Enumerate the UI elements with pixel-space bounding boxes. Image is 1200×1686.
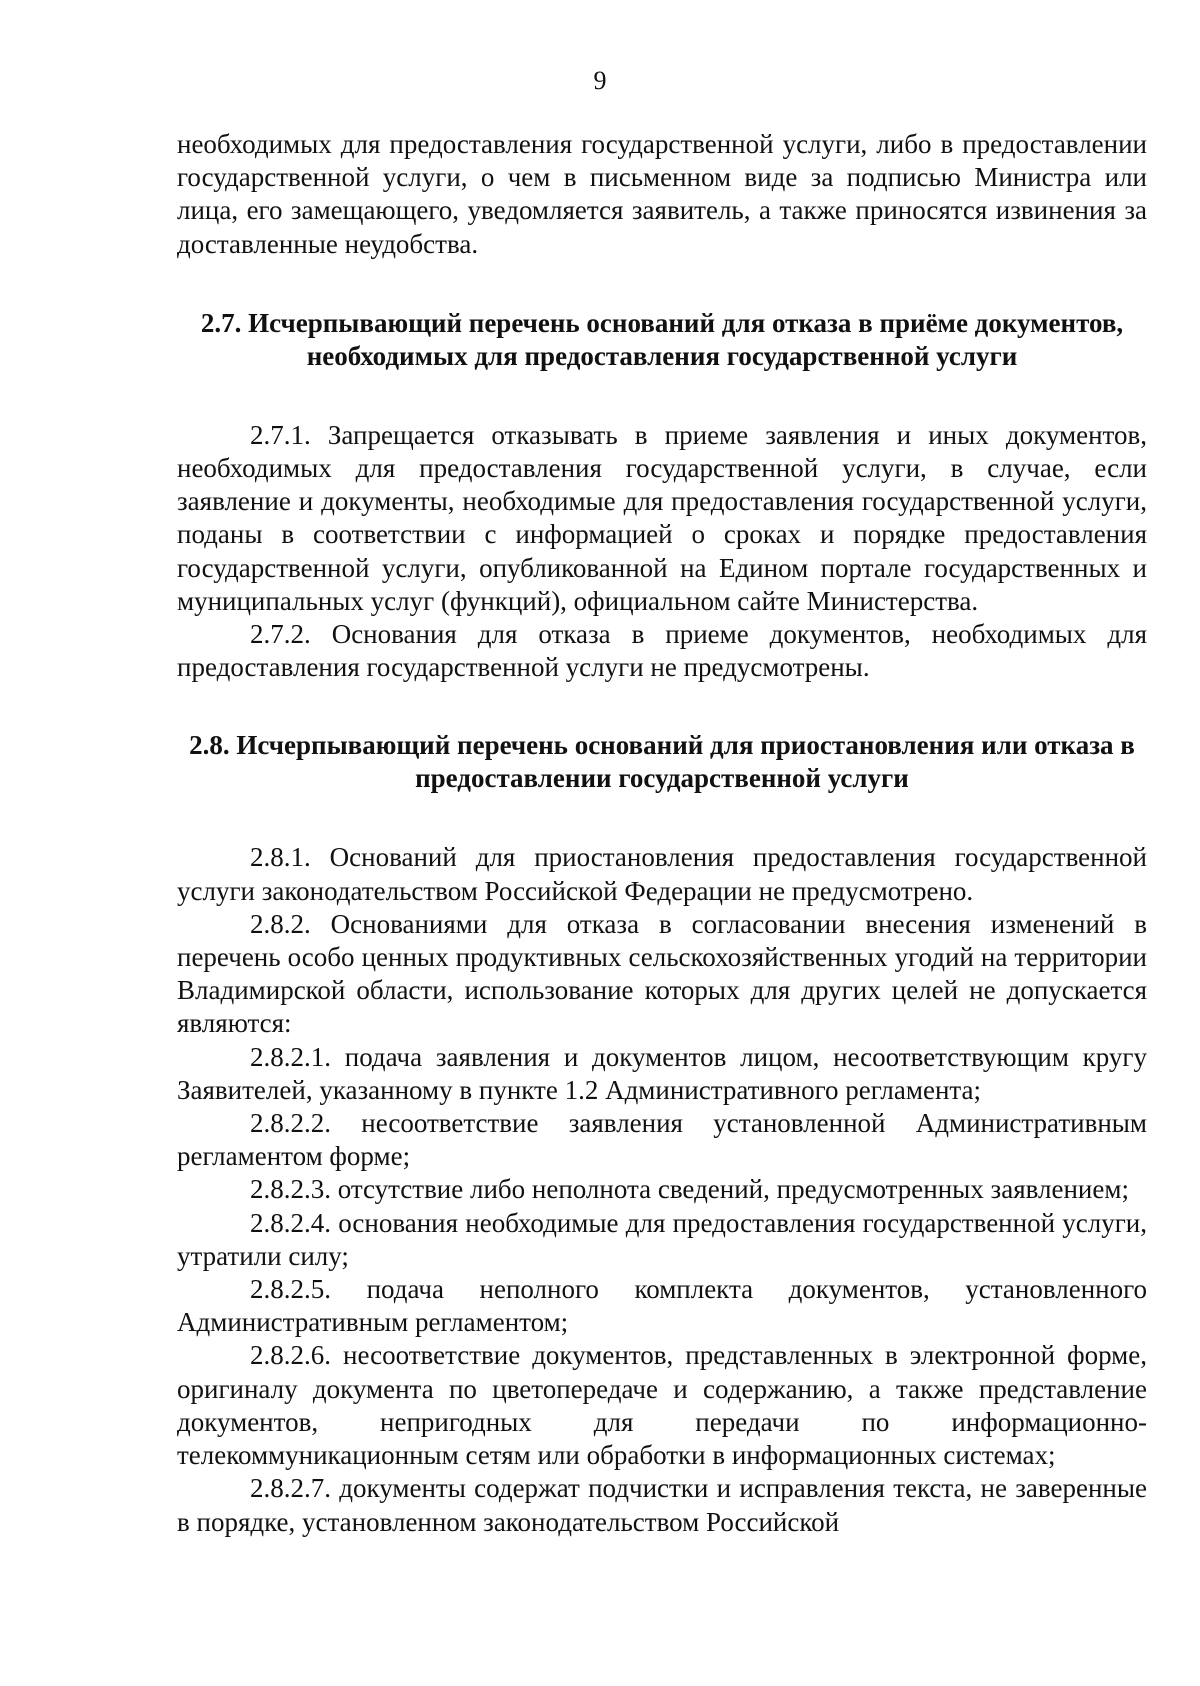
- section-2-7-heading: 2.7. Исчерпывающий перечень оснований для отказа в приёме документов, необходимых для предоставления государственной услуги: [200, 307, 1124, 371]
- paragraph-2-8-2-1: 2.8.2.1. подача заявления и документов лицом, несоответствующим кругу Заявителей, указанному в пункте 1.2 Административного регламента;: [177, 1041, 1147, 1105]
- page-number: 9: [593, 66, 607, 95]
- section-2-8-heading: 2.8. Исчерпывающий перечень оснований для приостановления или отказа в предоставлении государственной услуги: [189, 730, 1135, 794]
- paragraph-2-8-2: 2.8.2. Основаниями для отказа в согласовании внесения изменений в перечень особо ценных продуктивных сельскохозяйственных угодий на территории Владимирской области, использование которых для других целей не допускается являются:: [177, 908, 1147, 1039]
- paragraph-2-8-2-6: 2.8.2.6. несоответствие документов, представленных в электронной форме, оригиналу документа по цветопередаче и содержанию, а также представление документов, непригодных для передачи по информационно-телекоммуникационным сетям или обработки в информационных системах;: [177, 1340, 1147, 1471]
- paragraph-2-8-2-2: 2.8.2.2. несоответствие заявления установленной Административным регламентом форме;: [177, 1108, 1147, 1172]
- paragraph-2-8-2-5: 2.8.2.5. подача неполного комплекта документов, установленного Административным регламентом;: [177, 1274, 1147, 1338]
- paragraph-2-8-1: 2.8.1. Оснований для приостановления предоставления государственной услуги законодательством Российской Федерации не предусмотрено.: [177, 842, 1147, 906]
- paragraph-2-7-1: 2.7.1. Запрещается отказывать в приеме заявления и иных документов, необходимых для предоставления государственной услуги, в случае, если заявление и документы, необходимые для предоставления государственной услуги, поданы в соответствии с информацией о сроках и порядке предоставления государственной услуги, опубликованной на Едином портале государственных и муниципальных услуг (функций), официальном сайте Министерства.: [177, 419, 1147, 616]
- section-2-8-body: [177, 841, 1147, 1538]
- paragraph-2-7-2: 2.7.2. Основания для отказа в приеме документов, необходимых для предоставления государственной услуги не предусмотрены.: [177, 619, 1147, 683]
- paragraph-2-8-2-3: 2.8.2.3. отсутствие либо неполнота сведений, предусмотренных заявлением;: [250, 1174, 1129, 1205]
- intro-paragraph: необходимых для предоставления государственной услуги, либо в предоставлении государственной услуги, о чем в письменном виде за подписью Министра или лица, его замещающего, уведомляется заявитель, а также приносятся извинения за доставленные неудобства.: [177, 129, 1147, 259]
- paragraph-2-8-2-7: 2.8.2.7. документы содержат подчистки и исправления текста, не заверенные в порядке, установленном законодательством Российской: [177, 1473, 1147, 1537]
- paragraph-2-8-2-4: 2.8.2.4. основания необходимые для предоставления государственной услуги, утратили силу;: [177, 1207, 1147, 1271]
- document-content: [177, 0, 1147, 1539]
- section-2-7-body: [177, 419, 1147, 685]
